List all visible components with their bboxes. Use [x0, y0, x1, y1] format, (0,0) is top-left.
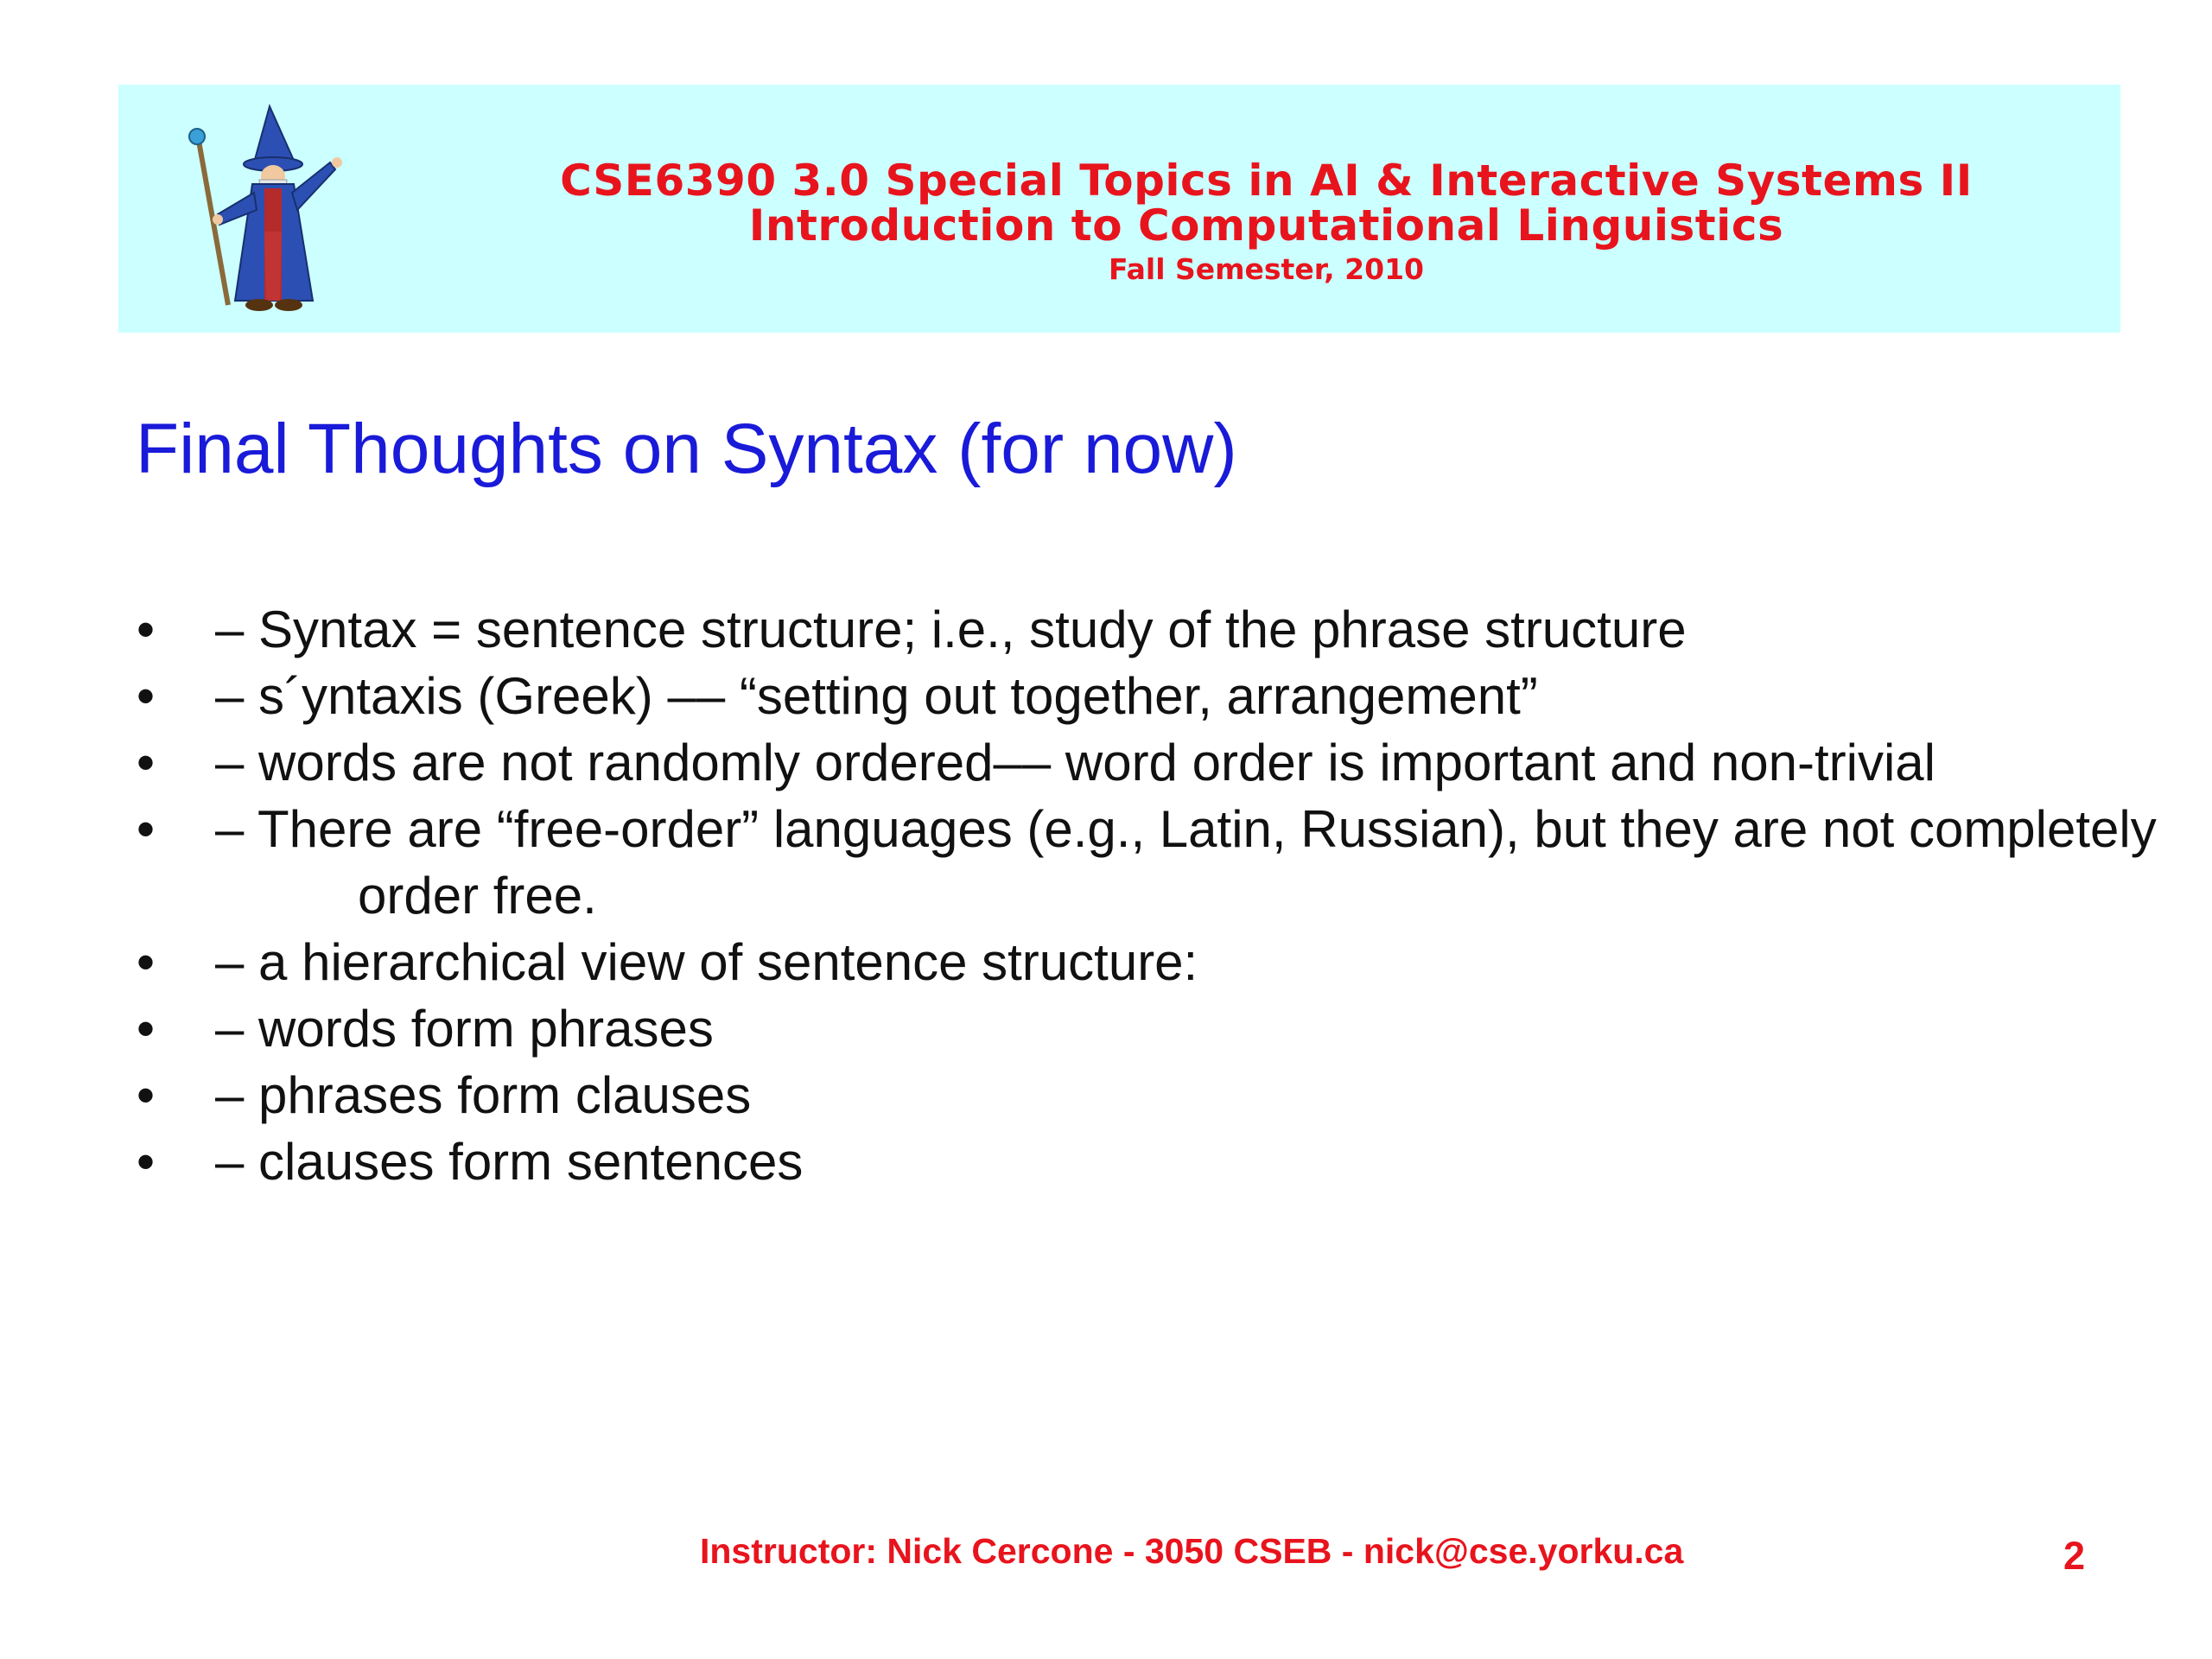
page-number: 2: [2063, 1534, 2086, 1578]
course-title: CSE6390 3.0 Special Topics in AI & Interactive Systems II: [560, 156, 1973, 206]
course-subtitle: Introduction to Computational Linguistics: [748, 200, 1784, 251]
list-item: [0, 663, 2212, 729]
course-header: [447, 158, 2086, 291]
bullet-dot: •: [137, 601, 156, 658]
bullet-dot: •: [137, 1000, 156, 1058]
list-item: [0, 796, 2212, 929]
list-item: [0, 1128, 2212, 1195]
list-item: [0, 596, 2212, 663]
instructor-footer: Instructor: Nick Cercone - 3050 CSEB - nick@cse.yorku.ca: [700, 1531, 1684, 1571]
bullet-dot: •: [137, 667, 156, 725]
bullet-dot: •: [137, 734, 156, 791]
semester-label: Fall Semester, 2010: [1109, 252, 1424, 286]
bullet-text: – Syntax = sentence structure; i.e., study of the phrase structure: [215, 601, 1687, 658]
bullet-text: – clauses form sentences: [215, 1133, 804, 1191]
bullet-list: [0, 596, 2212, 1195]
header-banner: [118, 85, 2120, 333]
bullet-text: – phrases form clauses: [215, 1066, 752, 1124]
list-item: [0, 1062, 2212, 1128]
list-item: [0, 929, 2212, 995]
bullet-dot: •: [137, 1133, 156, 1191]
slide-title: Final Thoughts on Syntax (for now): [136, 410, 1237, 488]
bullet-dot: •: [137, 800, 156, 858]
list-item: [0, 995, 2212, 1062]
bullet-dot: •: [137, 933, 156, 991]
bullet-text: – words form phrases: [215, 1000, 714, 1058]
list-item: [0, 729, 2212, 796]
bullet-text: – words are not randomly ordered–– word order is important and non-trivial: [215, 734, 1936, 791]
wizard-icon: [175, 102, 347, 322]
bullet-dot: •: [137, 1066, 156, 1124]
bullet-text: – s´yntaxis (Greek) –– “setting out together, arrangement”: [215, 667, 1538, 725]
bullet-text: – a hierarchical view of sentence structure:: [215, 933, 1198, 991]
bullet-text: – There are “free-order” languages (e.g., Latin, Russian), but they are not completely order free.: [215, 800, 2157, 925]
